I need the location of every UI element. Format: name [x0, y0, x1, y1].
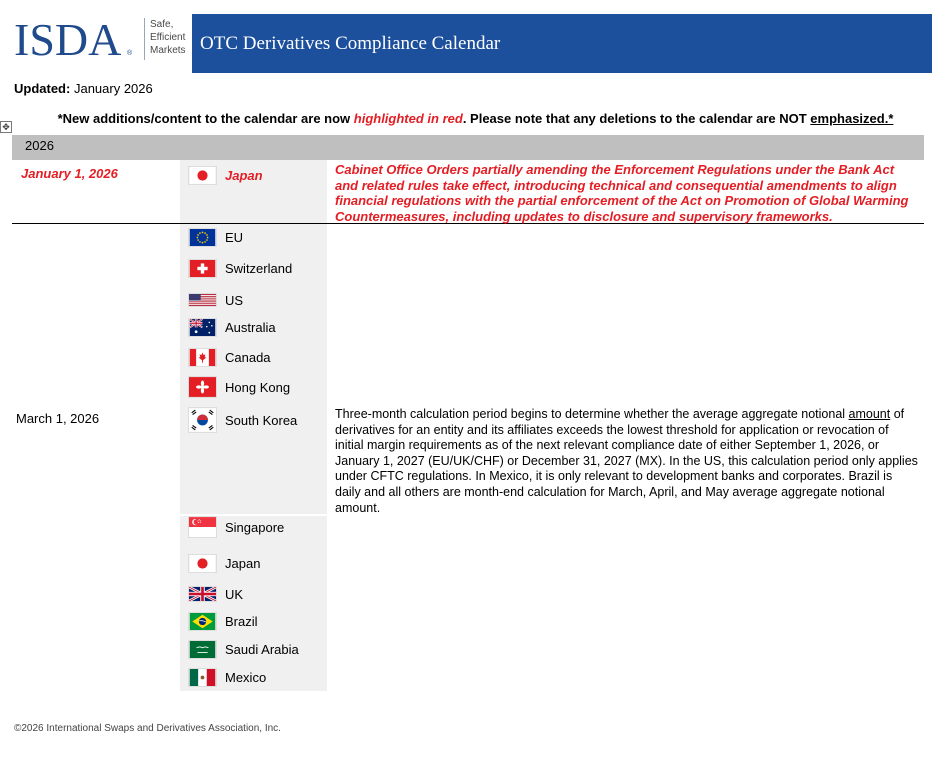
notice-banner [0, 111, 951, 126]
row-date: January 1, 2026 [21, 166, 118, 181]
australia-flag-icon [188, 318, 217, 337]
us-flag-icon [188, 293, 217, 307]
jurisdiction-item [188, 257, 292, 279]
copyright-footer: ©2026 International Swaps and Derivatives Association, Inc. [14, 723, 281, 734]
notice-part-1: *New additions/content to the calendar are now [57, 111, 354, 126]
brazil-flag-icon [188, 612, 217, 631]
jurisdiction-item [188, 610, 258, 632]
uk-flag-icon [188, 586, 217, 602]
updated-value: January 2026 [73, 81, 153, 96]
jurisdiction-name: Canada [225, 349, 271, 365]
row-description [335, 407, 920, 516]
eu-flag-icon [188, 228, 217, 247]
hong-kong-flag-icon [188, 376, 217, 398]
japan-flag-icon [188, 554, 217, 573]
isda-logo [14, 14, 184, 66]
notice-part-2: . Please note that any deletions to the calendar are NOT [462, 111, 811, 126]
jurisdiction-name: Australia [225, 319, 276, 335]
logo-registered-mark: ® [127, 50, 133, 57]
row-description-part-2: of derivatives for an entity and its affiliates exceeds the lowest threshold for application or revocation of initial margin requirements as of the next relevant compliance date of either September 1, 2026, or January 1, 2027 (EU/UK/CHF) or December 31, 2027 (MX). In the US, this calculation period only applies under CFTC regulations. In Mexico, it is only relevant to development banks and corporates. Brazil is daily and all others are month-end calculation for March, April, and May average aggregate notional amount. [335, 407, 918, 515]
page-title-banner [192, 14, 932, 73]
row-description-part-1: Three-month calculation period begins to determine whether the average aggregate notional [335, 407, 849, 421]
jurisdiction-name: South Korea [225, 412, 298, 428]
jurisdiction-name: UK [225, 586, 244, 602]
canada-flag-icon [188, 348, 217, 367]
switzerland-flag-icon [188, 259, 217, 278]
singapore-flag-icon [188, 516, 217, 538]
jurisdiction-item [188, 346, 271, 368]
jurisdiction-item [188, 666, 266, 688]
updated-line [14, 81, 153, 96]
logo-tagline-line-2: Efficient [150, 32, 186, 43]
jurisdiction-item [188, 638, 299, 660]
logo-tagline [150, 18, 186, 57]
jurisdiction-name: Mexico [225, 669, 267, 685]
row-date: March 1, 2026 [16, 411, 100, 426]
year-label: 2026 [25, 138, 54, 153]
row-description-underlined: amount [848, 407, 891, 421]
jurisdiction-item [188, 164, 263, 186]
year-header [12, 135, 924, 160]
jurisdiction-item [188, 583, 243, 605]
jurisdiction-name: Saudi Arabia [225, 641, 299, 657]
south-korea-flag-icon [188, 407, 217, 433]
jurisdiction-item [188, 316, 276, 338]
page-title: OTC Derivatives Compliance Calendar [200, 32, 501, 54]
logo-text: ISDA [14, 14, 122, 65]
jurisdiction-item [188, 409, 297, 431]
logo-divider [144, 18, 145, 60]
notice-emphasized: emphasized.* [810, 111, 894, 126]
logo-tagline-line-1: Safe, [150, 19, 174, 30]
jurisdiction-name: Japan [225, 167, 263, 183]
jurisdiction-name: US [225, 292, 244, 308]
jurisdiction-item [188, 289, 243, 311]
jurisdiction-item [188, 226, 243, 248]
jurisdiction-name: EU [225, 229, 244, 245]
row-description: Cabinet Office Orders partially amending the Enforcement Regulations under the Bank Act and related rules take effect, introducing technical and consequential amendments to align financial regulations with the partial enforcement of the Act on Promotion of Global Warming Countermeasures, including updates to disclosure and supervisory frameworks. [335, 162, 909, 224]
jurisdiction-item [188, 516, 284, 538]
mexico-flag-icon [188, 668, 217, 687]
jurisdiction-name: Switzerland [225, 260, 293, 276]
jurisdiction-item [188, 552, 260, 574]
move-icon[interactable]: ✥ [0, 121, 12, 133]
japan-flag-icon [188, 166, 217, 185]
saudi-arabia-flag-icon [188, 640, 217, 659]
jurisdiction-name: Brazil [225, 613, 258, 629]
notice-highlight: highlighted in red [353, 111, 463, 126]
jurisdiction-name: Singapore [225, 519, 285, 535]
jurisdiction-name: Japan [225, 555, 261, 571]
jurisdiction-item [188, 376, 290, 398]
logo-tagline-line-3: Markets [150, 45, 186, 56]
updated-label: Updated: [14, 81, 71, 96]
jurisdiction-name: Hong Kong [225, 379, 291, 395]
